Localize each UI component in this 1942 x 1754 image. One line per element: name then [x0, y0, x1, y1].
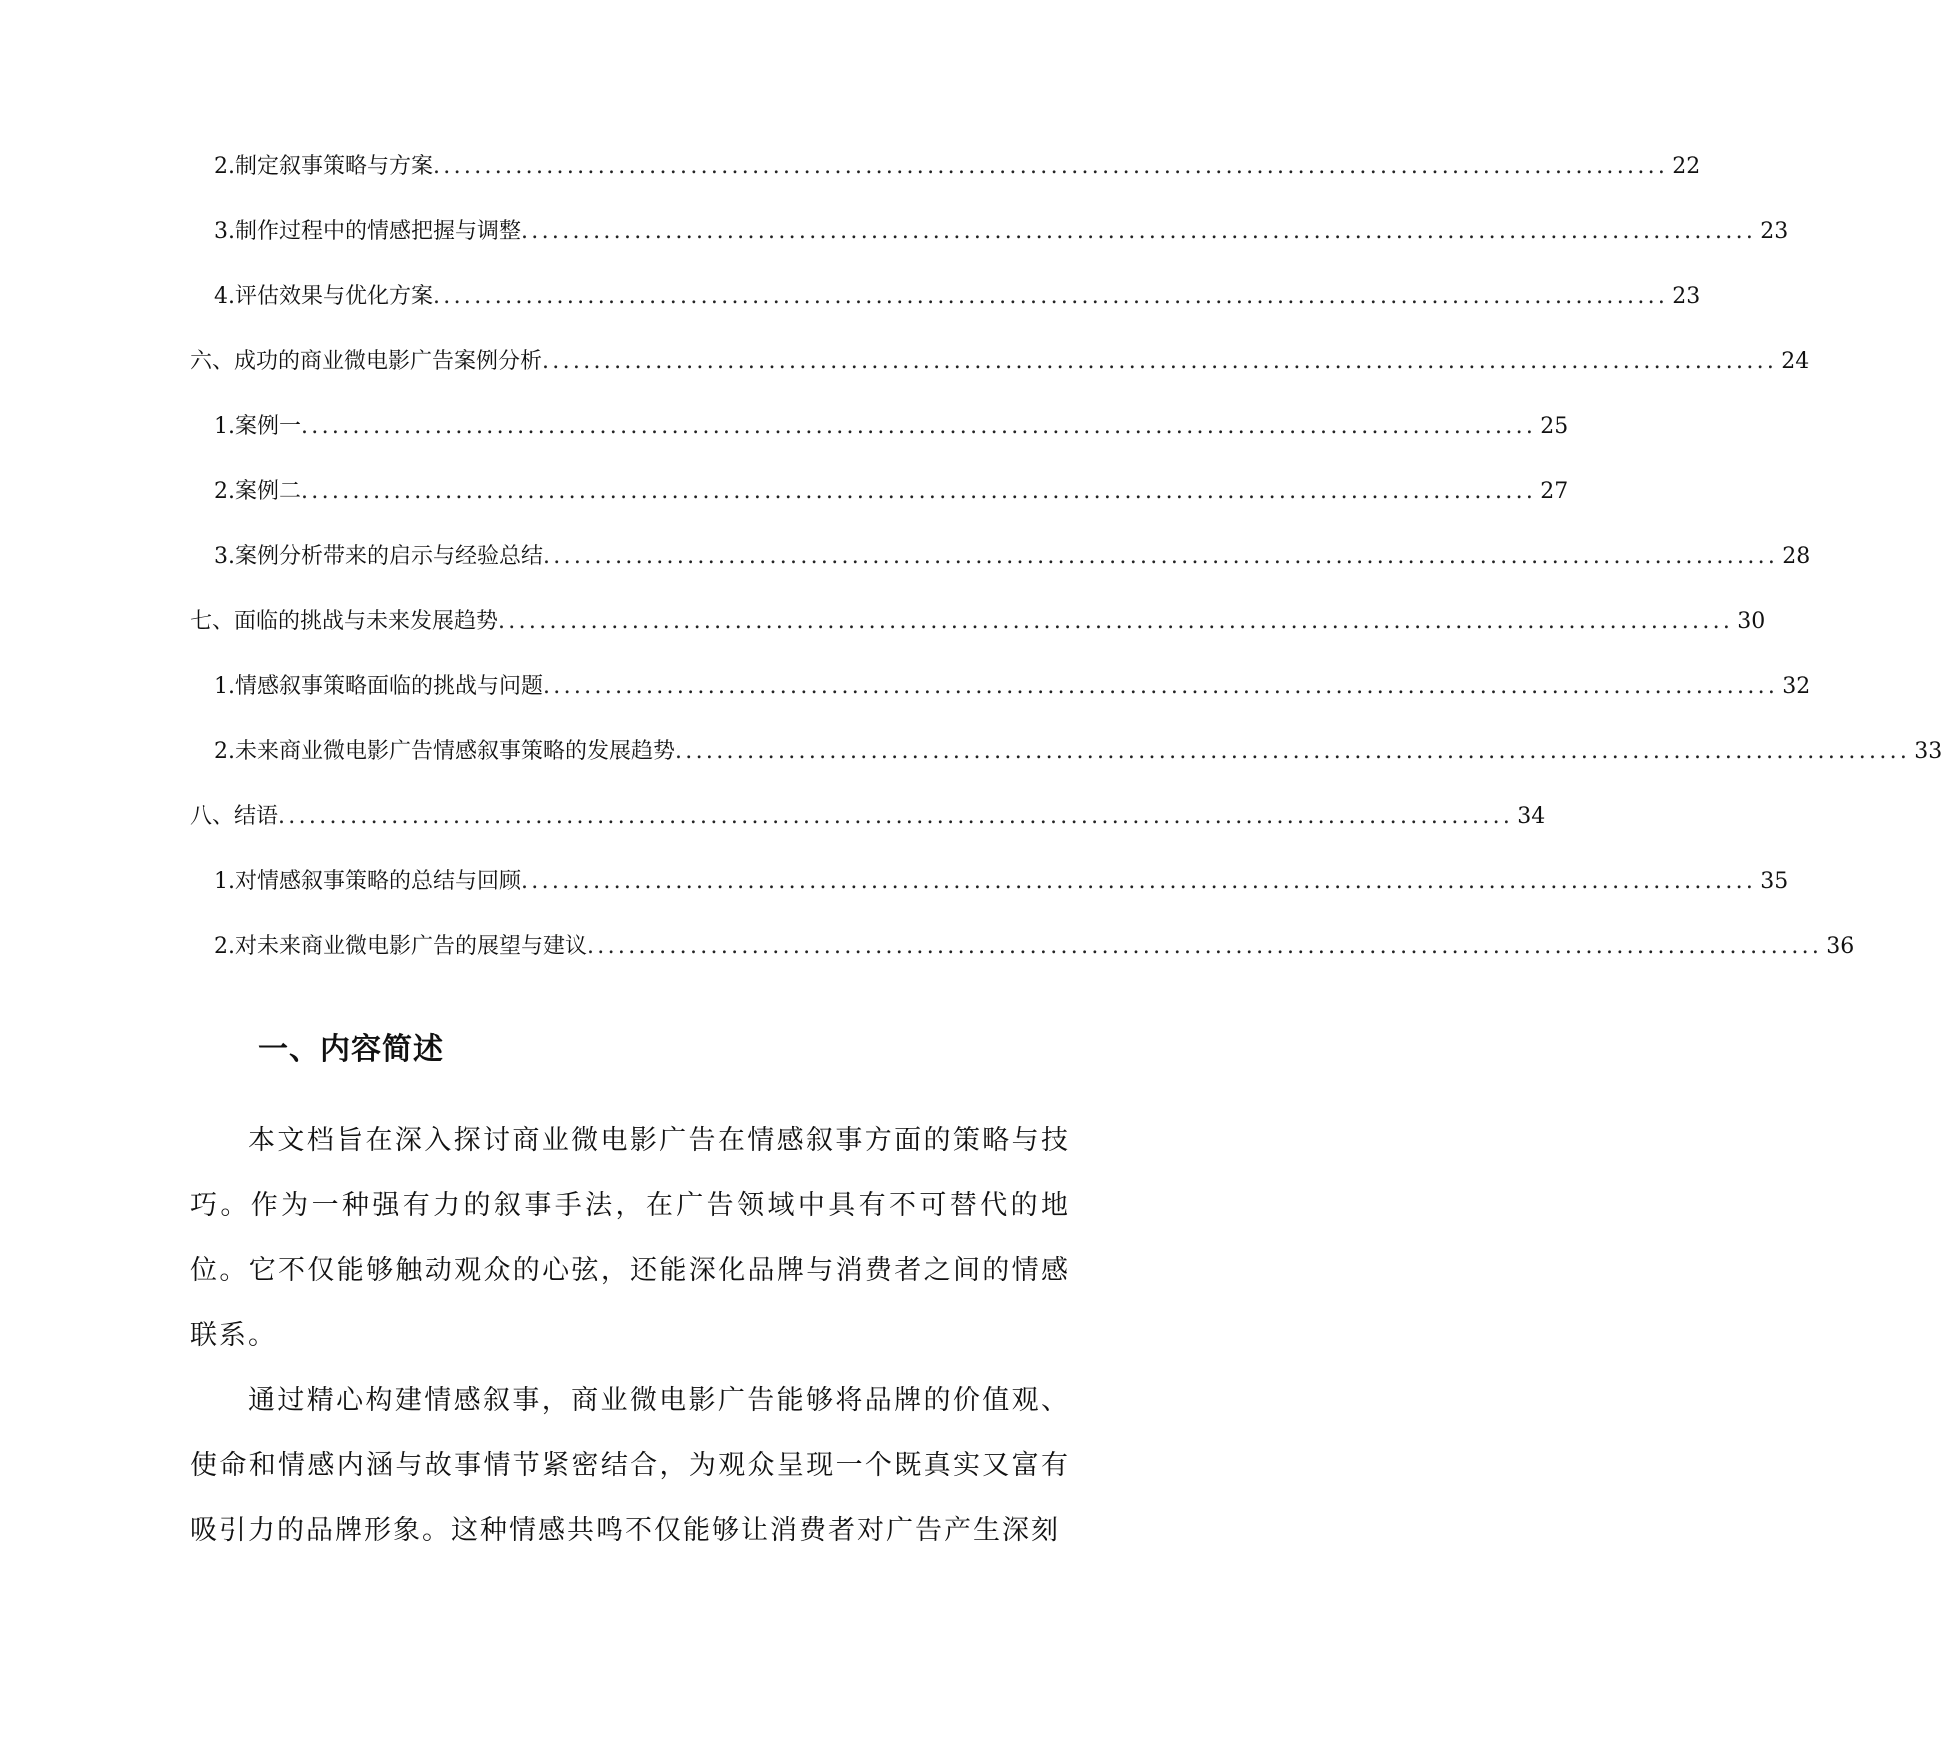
- toc-entry-number: 2.: [214, 739, 235, 764]
- toc-entry-number: 3.: [214, 544, 235, 569]
- toc-entry-page: 35: [1760, 869, 1789, 894]
- toc-entry[interactable]: [214, 735, 1942, 769]
- toc-entry-number: 1.: [214, 674, 235, 699]
- toc-entry-title: 制定叙事策略与方案: [235, 154, 434, 179]
- section-body: [190, 1108, 1070, 1563]
- toc-entry-page: 28: [1782, 544, 1811, 569]
- toc-entry[interactable]: [214, 475, 1569, 509]
- toc-entry[interactable]: [214, 670, 1811, 704]
- toc-leader-dots: ........................................................................................................................: [521, 219, 1757, 244]
- toc-entry[interactable]: [214, 865, 1789, 899]
- toc-entry-page: 32: [1782, 674, 1811, 699]
- toc-leader-dots: ........................................................................................................................: [587, 934, 1823, 959]
- toc-entry-title: 情感叙事策略面临的挑战与问题: [235, 674, 544, 699]
- toc-entry-title: 案例二: [235, 479, 302, 504]
- toc-entry-page: 22: [1672, 154, 1701, 179]
- toc-entry-number: 1.: [214, 869, 235, 894]
- toc-entry-title: 八、结语: [190, 804, 279, 829]
- toc-leader-dots: ........................................................................................................................: [675, 739, 1911, 764]
- toc-entry-title: 七、面临的挑战与未来发展趋势: [190, 609, 499, 634]
- toc-entry[interactable]: [214, 280, 1701, 314]
- toc-entry-number: 1.: [214, 414, 235, 439]
- toc-entry-title: 六、成功的商业微电影广告案例分析: [190, 349, 543, 374]
- toc-entry-number: 3.: [214, 219, 235, 244]
- toc-leader-dots: ........................................................................................................................: [542, 349, 1778, 374]
- toc-entry[interactable]: [214, 410, 1569, 444]
- toc-entry-page: 24: [1781, 349, 1810, 374]
- body-paragraph: 本文档旨在深入探讨商业微电影广告在情感叙事方面的策略与技巧。作为一种强有力的叙事手法，在广告领域中具有不可替代的地位。它不仅能够触动观众的心弦，还能深化品牌与消费者之间的情感联系。: [190, 1125, 1070, 1351]
- toc-leader-dots: ........................................................................................................................: [543, 674, 1779, 699]
- section-heading: 一、内容简述: [258, 1032, 444, 1067]
- toc-entry-title: 未来商业微电影广告情感叙事策略的发展趋势: [235, 739, 676, 764]
- toc-entry-page: 27: [1540, 479, 1569, 504]
- toc-entry-title: 案例分析带来的启示与经验总结: [235, 544, 544, 569]
- toc-entry-title: 案例一: [235, 414, 302, 439]
- toc-entry-page: 36: [1826, 934, 1855, 959]
- toc-entry-page: 34: [1517, 804, 1546, 829]
- toc-entry-page: 23: [1760, 219, 1789, 244]
- toc-entry-page: 25: [1540, 414, 1569, 439]
- toc-leader-dots: ........................................................................................................................: [433, 154, 1669, 179]
- toc-entry-title: 评估效果与优化方案: [235, 284, 434, 309]
- toc-leader-dots: ........................................................................................................................: [433, 284, 1669, 309]
- toc-entry[interactable]: [190, 800, 1546, 834]
- toc-leader-dots: ........................................................................................................................: [498, 609, 1734, 634]
- toc-leader-dots: ........................................................................................................................: [278, 804, 1514, 829]
- toc-entry-page: 33: [1914, 739, 1942, 764]
- toc-entry[interactable]: [214, 540, 1811, 574]
- toc-entry-title: 对情感叙事策略的总结与回顾: [235, 869, 522, 894]
- toc-entry-number: 4.: [214, 284, 235, 309]
- toc-entry-number: 2.: [214, 479, 235, 504]
- toc-entry[interactable]: [190, 345, 1810, 379]
- toc-entry-title: 对未来商业微电影广告的展望与建议: [235, 934, 588, 959]
- toc-leader-dots: ........................................................................................................................: [521, 869, 1757, 894]
- toc-entry[interactable]: [190, 605, 1766, 639]
- toc-entry-number: 2.: [214, 154, 235, 179]
- toc-entry[interactable]: [214, 150, 1701, 184]
- toc-entry[interactable]: [214, 215, 1789, 249]
- toc-leader-dots: ........................................................................................................................: [301, 414, 1537, 439]
- toc-entry-number: 2.: [214, 934, 235, 959]
- toc-entry-page: 30: [1737, 609, 1766, 634]
- body-paragraph: 通过精心构建情感叙事，商业微电影广告能够将品牌的价值观、使命和情感内涵与故事情节紧密结合，为观众呈现一个既真实又富有吸引力的品牌形象。这种情感共鸣不仅能够让消费者对广告产生深刻: [190, 1385, 1070, 1546]
- toc-entry-page: 23: [1672, 284, 1701, 309]
- toc-leader-dots: ........................................................................................................................: [543, 544, 1779, 569]
- toc-entry[interactable]: [214, 930, 1855, 964]
- toc-leader-dots: ........................................................................................................................: [301, 479, 1537, 504]
- toc-entry-title: 制作过程中的情感把握与调整: [235, 219, 522, 244]
